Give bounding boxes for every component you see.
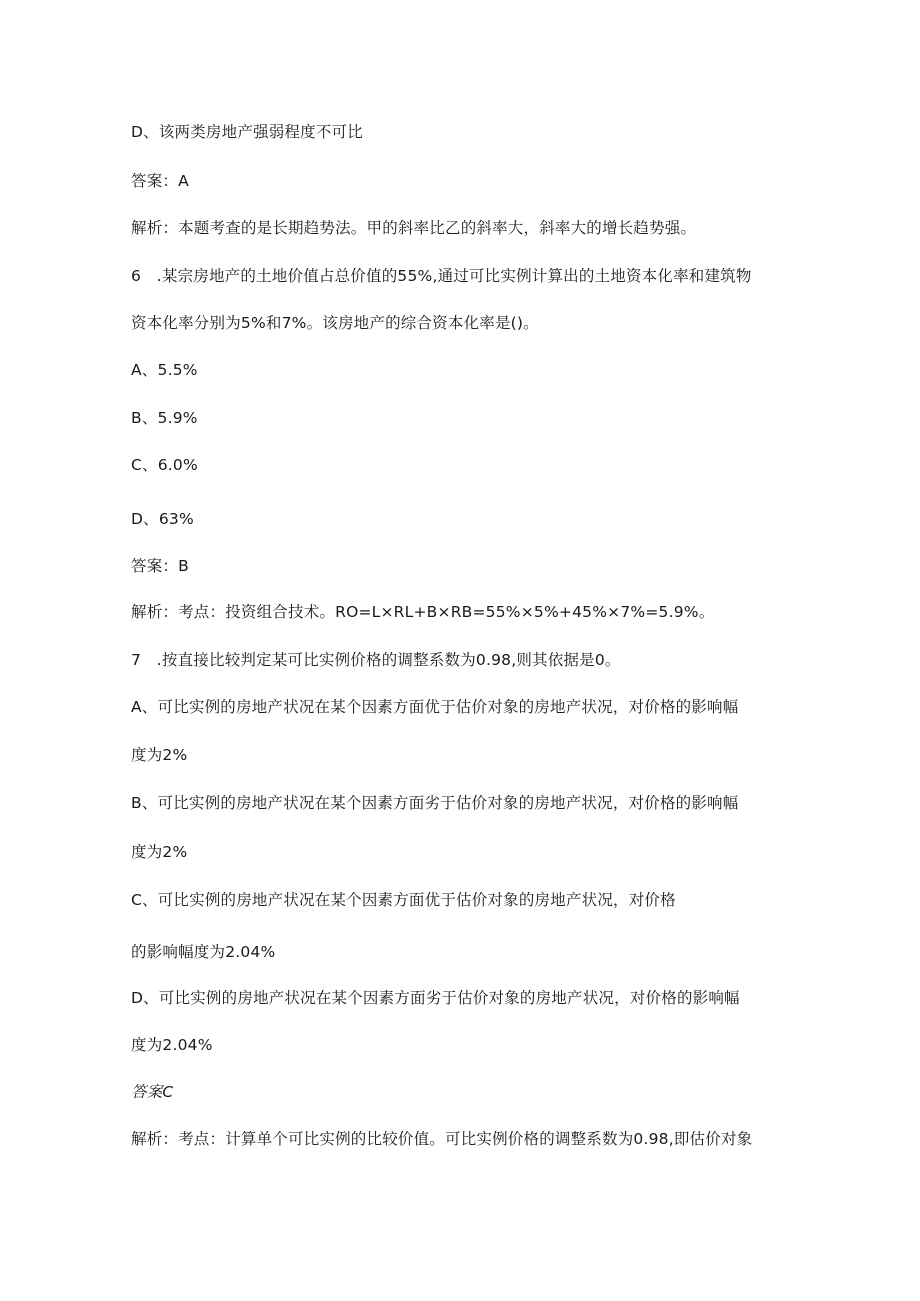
q6-stem-line-1: 6 .某宗房地产的土地价值占总价值的55%,通过可比实例计算出的土地资本化率和建筑物 [131, 267, 752, 285]
q7-option-b-line-2: 度为2% [131, 843, 188, 861]
q7-answer: 答案C [131, 1083, 174, 1101]
q7-option-a-line-1: A、可比实例的房地产状况在某个因素方面优于估价对象的房地产状况，对价格的影响幅 [131, 698, 739, 716]
q6-explanation: 解析：考点：投资组合技术。RO=L×RL+B×RB=55%×5%+45%×7%=5.9%。 [131, 603, 715, 621]
q7-option-d-line-2: 度为2.04% [131, 1036, 213, 1054]
q7-option-b-line-1: B、可比实例的房地产状况在某个因素方面劣于估价对象的房地产状况，对价格的影响幅 [131, 794, 739, 812]
q5-answer: 答案：A [131, 172, 189, 190]
q6-stem-line-2: 资本化率分别为5%和7%。该房地产的综合资本化率是()。 [131, 314, 539, 332]
q7-stem: 7 .按直接比较判定某可比实例价格的调整系数为0.98,则其依据是0。 [131, 651, 621, 669]
q7-option-d-line-1: D、可比实例的房地产状况在某个因素方面劣于估价对象的房地产状况，对价格的影响幅 [131, 989, 740, 1007]
q7-option-c-line-1: C、可比实例的房地产状况在某个因素方面优于估价对象的房地产状况，对价格 [131, 891, 676, 909]
q6-option-b: B、5.9% [131, 409, 198, 427]
q6-option-c: C、6.0% [131, 456, 198, 474]
q6-option-a: A、5.5% [131, 361, 198, 379]
q7-explanation: 解析：考点：计算单个可比实例的比较价值。可比实例价格的调整系数为0.98,即估价对象 [131, 1130, 753, 1148]
q6-option-d: D、63% [131, 510, 194, 528]
q7-option-c-line-2: 的影响幅度为2.04% [131, 943, 276, 961]
q7-option-a-line-2: 度为2% [131, 746, 188, 764]
q5-option-d: D、该两类房地产强弱程度不可比 [131, 123, 363, 141]
q5-explanation: 解析：本题考查的是长期趋势法。甲的斜率比乙的斜率大，斜率大的增长趋势强。 [131, 219, 697, 237]
q6-answer: 答案：B [131, 557, 189, 575]
